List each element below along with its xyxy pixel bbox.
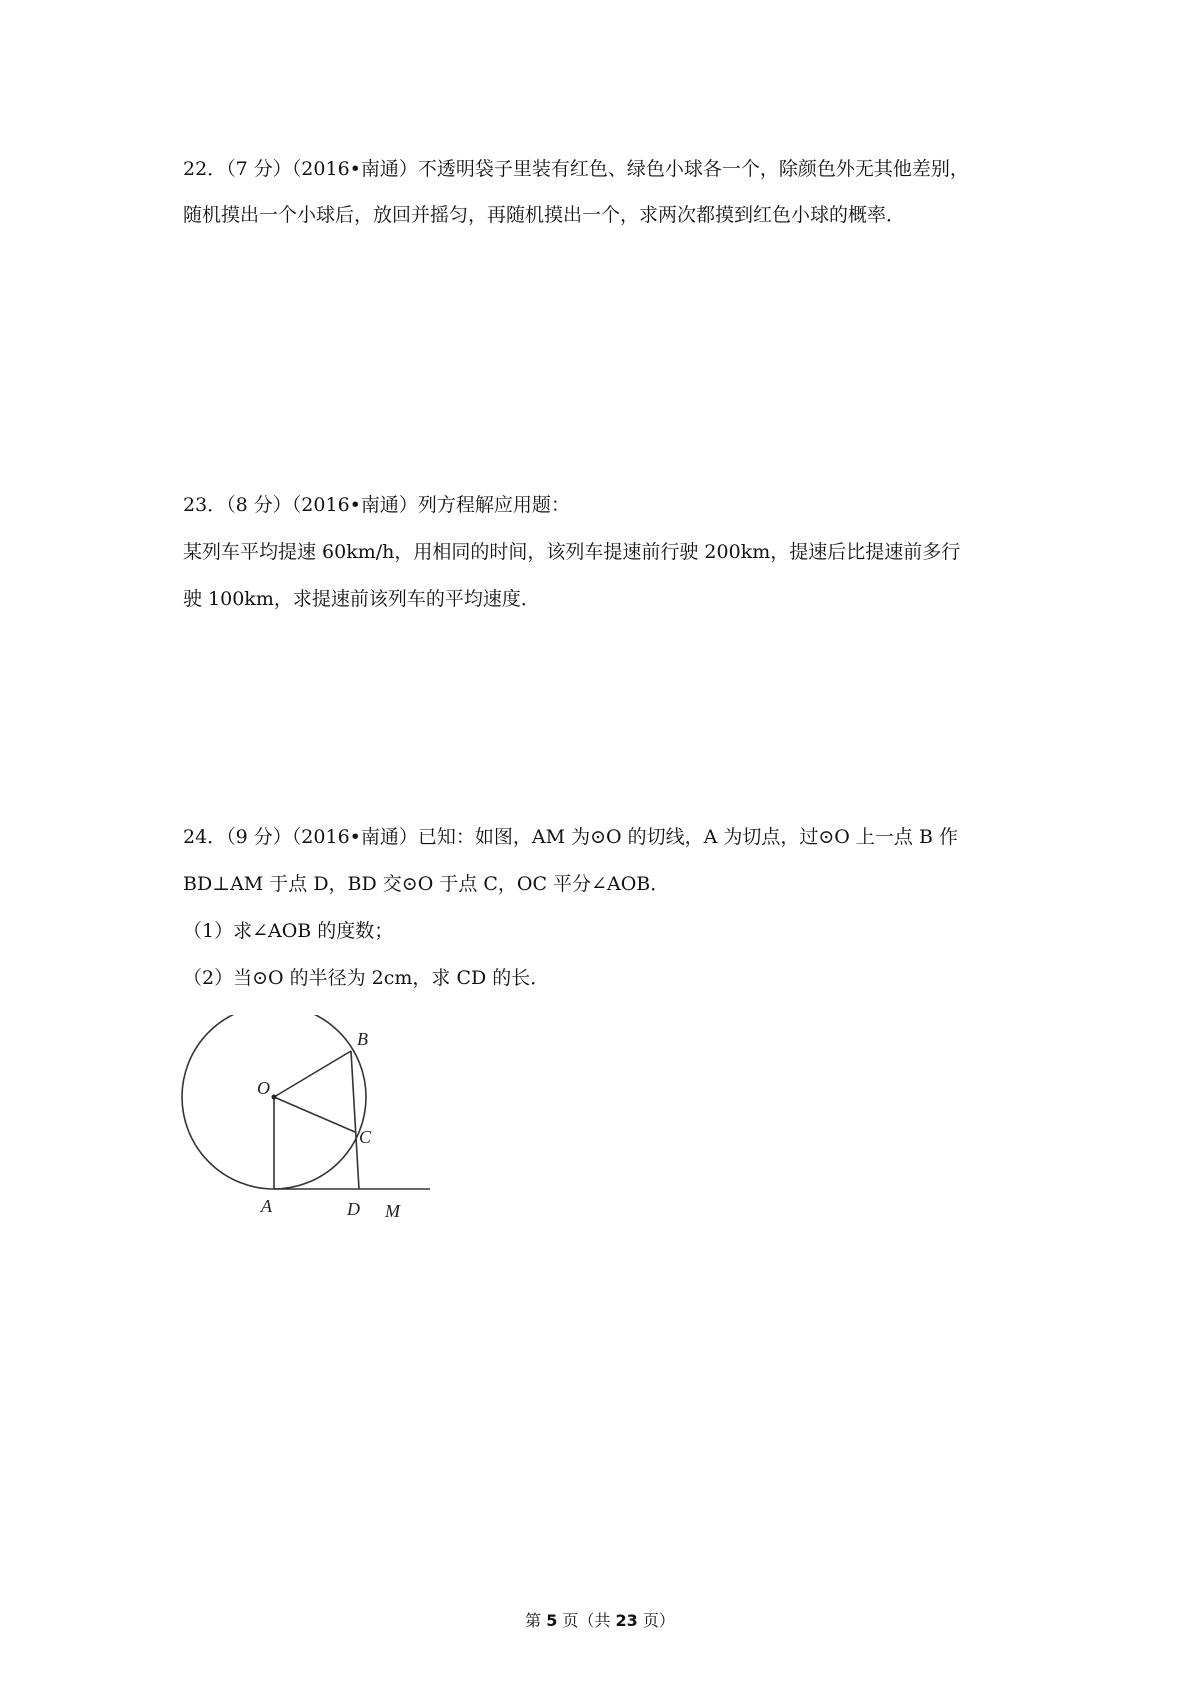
q23-line-2: 某列车平均提速 60km/h，用相同的时间，该列车提速前行驶 200km，提速后比提速前多行 bbox=[183, 541, 961, 563]
footer-middle: 页（共 bbox=[562, 1611, 611, 1630]
footer-prefix: 第 bbox=[525, 1611, 542, 1630]
footer-suffix: 页） bbox=[642, 1611, 675, 1630]
segment-ob bbox=[274, 1051, 351, 1097]
label-o: O bbox=[257, 1078, 270, 1098]
q24-line-2: BD⊥AM 于点 D，BD 交⊙O 于点 C，OC 平分∠AOB． bbox=[183, 873, 670, 895]
q23-line-3: 驶 100km，求提速前该列车的平均速度． bbox=[183, 588, 540, 610]
point-o bbox=[272, 1095, 277, 1100]
q24-line-3: （1）求∠AOB 的度数； bbox=[183, 920, 394, 942]
geometry-figure bbox=[175, 1015, 435, 1225]
q23-line-1: 23．（8 分）（2016•南通）列方程解应用题： bbox=[183, 494, 570, 516]
q22-line-1: 22．（7 分）（2016•南通）不透明袋子里装有红色、绿色小球各一个，除颜色外无其他差别， bbox=[183, 158, 969, 180]
label-b: B bbox=[357, 1029, 368, 1049]
segment-oc bbox=[274, 1097, 355, 1132]
label-c: C bbox=[359, 1127, 372, 1147]
q24-line-1: 24．（9 分）（2016•南通）已知：如图，AM 为⊙O 的切线，A 为切点，过⊙O 上一点 B 作 bbox=[183, 826, 958, 848]
footer-total-pages: 23 bbox=[615, 1611, 638, 1630]
label-d: D bbox=[347, 1199, 360, 1219]
label-m: M bbox=[385, 1201, 400, 1221]
q24-line-4: （2）当⊙O 的半径为 2cm，求 CD 的长． bbox=[183, 967, 550, 989]
footer-page-number: 5 bbox=[546, 1611, 558, 1630]
segment-bd bbox=[351, 1051, 359, 1189]
q22-line-2: 随机摸出一个小球后，放回并摇匀，再随机摸出一个，求两次都摸到红色小球的概率． bbox=[183, 204, 906, 226]
label-a: A bbox=[261, 1196, 272, 1216]
page-footer bbox=[0, 1608, 1200, 1631]
